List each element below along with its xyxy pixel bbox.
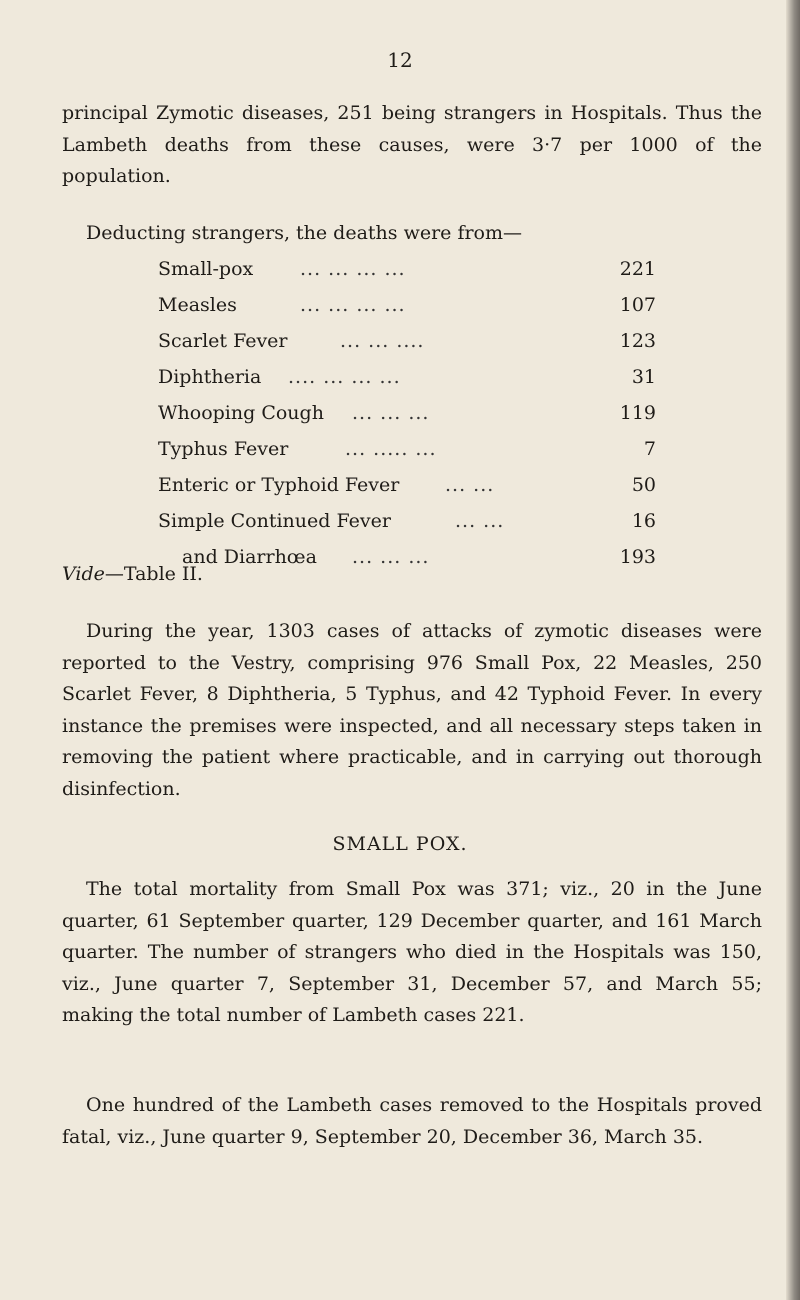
vide-line [62,559,762,591]
death-count: 107 [619,294,656,316]
section-heading: SMALL POX. [332,833,468,855]
table-row [0,366,800,402]
death-count: 193 [619,546,656,568]
intro-paragraph: principal Zymotic diseases, 251 being strangers in Hospitals. Thus the Lambeth deaths from these causes, were 3·7 per 1000 of the population. [62,102,762,187]
vide-word: Vide [62,563,105,585]
disease-name: Typhus Fever [158,438,289,460]
leader-dots: ... ... [455,510,505,532]
disease-name: Measles [158,294,237,316]
leader-dots: ... ... ... [352,546,430,568]
disease-name: and Diarrhœa [182,546,317,568]
during-paragraph: During the year, 1303 cases of attacks of zymotic diseases were reported to the Vestry, comprising 976 Small Pox, 22 Measles, 250 Scarlet Fever, 8 Diphtheria, 5 Typhus, and 42 Typhoid Fever. In every instance the premises were inspected, and all necessary steps taken in removing the patient where practicable, and in carrying out thorough disinfection. [62,620,762,800]
disease-name: Whooping Cough [158,402,324,424]
table-row [0,438,800,474]
leader-dots: ... ... .... [340,330,425,352]
deducting-line: Deducting strangers, the deaths were from— [86,222,523,244]
leader-dots: ... ... ... ... [300,294,406,316]
death-count: 31 [631,366,656,388]
smallpox-paragraph-1: The total mortality from Small Pox was 371; viz., 20 in the June quarter, 61 September quarter, 129 December quarter, and 161 March quarter. The number of strangers who died in the Hospitals was 150, viz., June quarter 7, September 31, December 57, and March 55; making the total number of Lambeth cases 221. [62,878,762,1026]
page-number: 12 [387,48,413,72]
vide-reference: —Table II. [104,563,203,585]
death-count: 221 [619,258,656,280]
disease-name: Simple Continued Fever [158,510,391,532]
page-edge-shadow [786,0,800,1300]
leader-dots: ... ... [445,474,495,496]
table-row [0,330,800,366]
death-count: 50 [631,474,656,496]
leader-dots: ... ..... ... [345,438,437,460]
death-count: 16 [631,510,656,532]
disease-name: Small-pox [158,258,254,280]
table-row [0,474,800,510]
disease-name: Scarlet Fever [158,330,288,352]
disease-name: Diphtheria [158,366,262,388]
leader-dots: ... ... ... [352,402,430,424]
death-count: 119 [619,402,656,424]
table-row [0,510,800,546]
smallpox-paragraph-2: One hundred of the Lambeth cases removed to the Hospitals proved fatal, viz., June quarter 9, September 20, December 36, March 35. [62,1094,762,1148]
leader-dots: ... ... ... ... [300,258,406,280]
table-row [0,258,800,294]
disease-name: Enteric or Typhoid Fever [158,474,400,496]
death-count: 7 [643,438,656,460]
table-row [0,294,800,330]
leader-dots: .... ... ... ... [288,366,401,388]
table-row [0,402,800,438]
death-count: 123 [619,330,656,352]
